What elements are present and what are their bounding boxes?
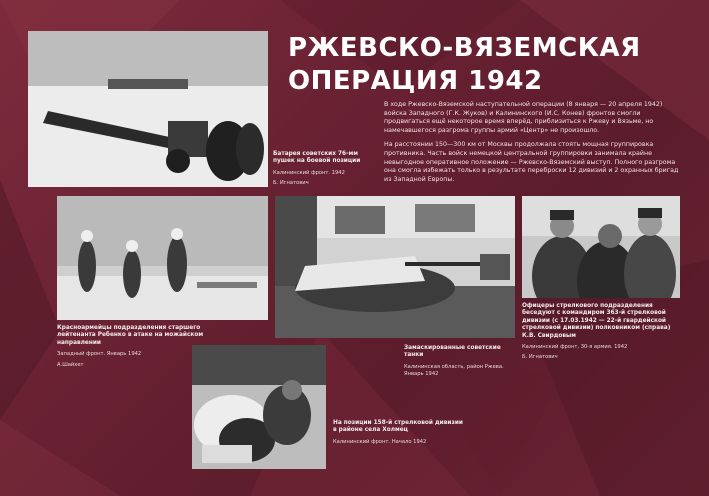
intro-text: В ходе Ржевско-Вяземской наступательной операции (8 января — 20 апреля 1942) войска Западного (Г.К. Жуков) и Калининского (И.С. Конев) фронтов смогли продвигаться ещё некоторое время вперёд, приблизиться к Ржеву и Вязьме, но намечавшегося разгрома группы армий «Центр» не произошло. На расстоянии 150—300 км от Москвы продолжала стоять мощная группировка противника. Часть войск немецкой центральной группировки занимала крайне невыгодное оперативное положение — Ржевско-Вяземский выступ. Полного разгрома она смогла избежать только в результате переброски 12 дивизий и 2 охранных бригад из Западной Европы. [384, 101, 679, 183]
photo-artillery [28, 31, 268, 187]
page-title: РЖЕВСКО-ВЯЗЕМСКАЯ ОПЕРАЦИЯ 1942 [288, 33, 641, 96]
photo-tanks [275, 196, 515, 338]
photo-position [192, 345, 326, 469]
caption-tanks: Замаскированные советские танки Калининская область, район Ржева. Январь 1942 [404, 345, 504, 378]
caption-position: На позиции 158-й стрелковой дивизии в районе села Холмец Калининский фронт. Начало 1942 [333, 420, 463, 445]
caption-officers: Офицеры стрелкового подразделения беседуют с командиром 363-й стрелковой дивизии (с 17.03.1942 — 22-й гвардейской стрелковой дивизии) полковником (справа) К.В. Свирдовым Калининский фронт, 30-я армия. 1942 Б. Игнатович [522, 303, 671, 361]
caption-artillery: Батарея советских 76-мм пушек на боевой позиции Калининский фронт. 1942 Б. Игнатович [273, 151, 361, 187]
caption-attack: Красноармейцы подразделения старшего лейтенанта Ребенко в атаке на можайском направлении Западный фронт. Январь 1942 А.Шайхет [57, 325, 204, 368]
photo-attack [57, 196, 268, 320]
photo-officers [522, 196, 680, 298]
